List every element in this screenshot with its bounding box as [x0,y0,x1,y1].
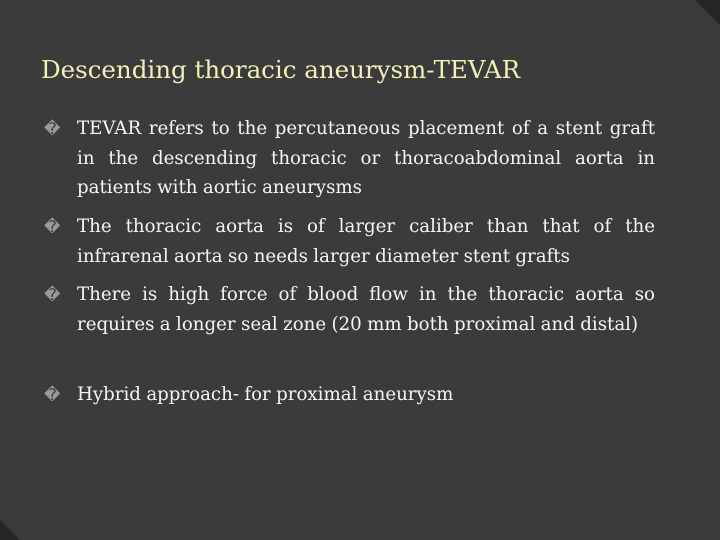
bullet-marker-icon: � [44,217,61,236]
bullet-text: Hybrid approach- for proximal aneurysm [77,384,454,405]
slide-title: Descending thoracic aneurysm-TEVAR [41,55,521,84]
bullet-marker-icon: � [44,285,61,304]
bullet-text: The thoracic aorta is of larger caliber than that of the infrarenal aorta so needs larger diameter stent grafts [77,216,655,267]
bullet-text: There is high force of blood flow in the thoracic aorta so requires a longer seal zone (20 mm both proximal and distal) [77,284,655,335]
bullet-marker-icon: � [44,385,61,404]
bullet-text: TEVAR refers to the percutaneous placement of a stent graft in the descending thoracic or thoracoabdominal aorta in patients with aortic aneurysms [77,118,655,198]
bullet-marker-icon: � [44,119,61,138]
